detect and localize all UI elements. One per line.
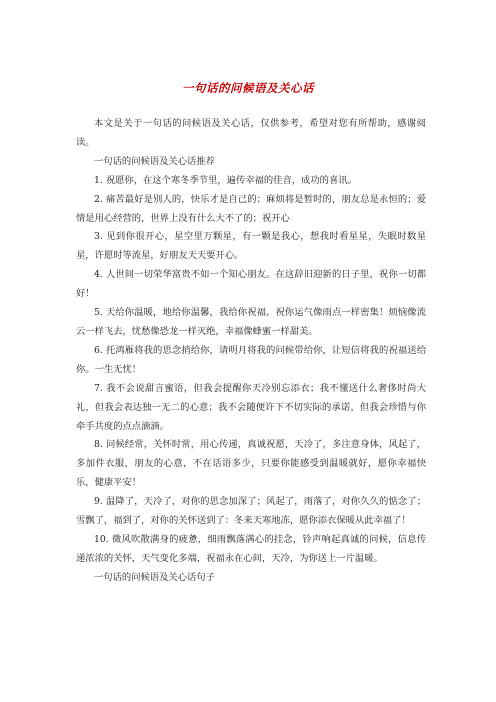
list-item: 6. 托鸿雁将我的思念捎给你，请明月将我的问候带给你，让短信将我的祝福送给你。一生无忧！ [76,344,426,375]
list-item: 10. 微风吹散满身的疲惫，细雨飘落满心的挂念，铃声响起真诚的问候，信息传递浓浓的关怀，天气变化多端，祝福永在心间，天冷，为你送上一片温暖。 [76,533,426,564]
section-heading: 一句话的问候语及关心话推荐 [94,155,215,167]
list-item: 1. 祝愿你，在这个寒冬季节里，遍传幸福的佳音，成功的喜讯。 [94,174,357,186]
list-item: 2. 痛苦最好是别人的，快乐才是自己的；麻烦将是暂时的，朋友总是永恒的；爱情是用心经营的，世界上没有什么大不了的；祝开心 [76,193,426,224]
intro-paragraph: 本文是关于一句话的问候语及关心话，仅供参考，希望对您有所帮助，感谢阅读。 [76,118,426,148]
document-title: 一句话的问候语及关心话 [182,81,314,95]
list-item: 3. 见到你很开心，星空里万颗星，有一颗是我心，想我时看星星，失眠时数星星，许愿时等流星，好朋友天天要开心。 [76,231,426,262]
document-body [76,115,426,588]
section-heading: 一句话的问候语及关心话句子 [94,571,215,583]
list-item: 7. 我不会说甜言蜜语，但我会提醒你天冷别忘添衣；我不懂送什么奢侈时尚大礼，但我会表达独一无二的心意；我不会随便许下不切实际的承诺，但我会珍惜与你牵手共度的点点滴滴。 [76,382,426,432]
list-item: 5. 天给你温暖，地给你温馨，我给你祝福。祝你运气像雨点一样密集！烦恼像流云一样飞去，忧愁像恐龙一样灭绝，幸福像蜂蜜一样甜美。 [76,307,426,337]
list-item: 8. 问候经常，关怀时常，用心传递，真诚祝愿，天冷了，多注意身体，风起了，多加件衣服，朋友的心意，不在话语多少，只要你能感受到温暖就好，愿你幸福快乐，健康平安！ [76,439,426,489]
list-item: 4. 人世间一切荣华富贵不如一个知心朋友。在这辞旧迎新的日子里，祝你一切都好！ [76,269,426,300]
list-item: 9. 温降了，天冷了，对你的思念加深了；风起了，雨落了，对你久久的惦念了；雪飘了，福到了，对你的关怀送到了：冬来天寒地冻，愿你添衣保暖从此幸福了！ [76,496,426,527]
